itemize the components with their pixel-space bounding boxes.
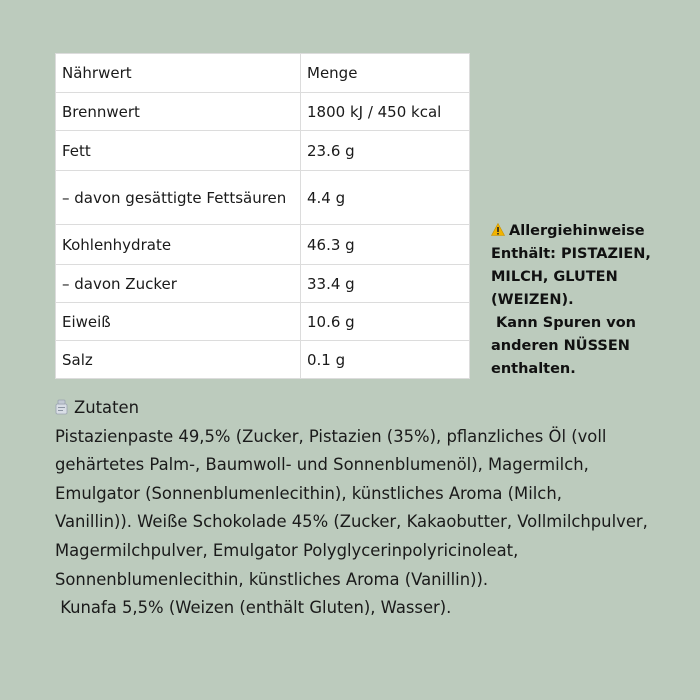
table-row: [56, 225, 470, 265]
table-row: [56, 93, 470, 131]
nutrient-name: Fett: [56, 131, 301, 171]
ingredients-title-line: [55, 394, 695, 423]
nutrient-amount: 4.4 g: [301, 171, 470, 225]
allergy-line: anderen NÜSSEN: [491, 338, 630, 354]
ingredients-section: [55, 394, 695, 623]
nutrient-name: Brennwert: [56, 93, 301, 131]
ingredients-line: Emulgator (Sonnenblumenlecithin), künstliches Aroma (Milch,: [55, 483, 562, 503]
warning-icon: [491, 223, 505, 236]
nutrient-amount: 33.4 g: [301, 265, 470, 303]
nutrient-amount: 10.6 g: [301, 303, 470, 341]
nutrient-amount: 0.1 g: [301, 341, 470, 379]
table-row: [56, 341, 470, 379]
ingredients-line: Vanillin)). Weiße Schokolade 45% (Zucker, Kakaobutter, Vollmilchpulver,: [55, 512, 648, 532]
allergy-line: enthalten.: [491, 361, 576, 377]
nutrient-amount: 46.3 g: [301, 225, 470, 265]
ingredients-title: Zutaten: [74, 398, 139, 417]
allergy-line: Kann Spuren von: [491, 315, 636, 331]
ingredients-icon: [55, 399, 68, 415]
table-row: [56, 265, 470, 303]
ingredients-line: Magermilchpulver, Emulgator Polyglycerinpolyricinoleat,: [55, 540, 519, 560]
ingredients-line: Pistazienpaste 49,5% (Zucker, Pistazien (35%), pflanzliches Öl (voll: [55, 426, 607, 446]
allergy-line: MILCH, GLUTEN: [491, 269, 618, 285]
nutrient-name: Eiweiß: [56, 303, 301, 341]
header-name-cell: Nährwert: [56, 54, 301, 93]
allergy-title: Allergiehinweise: [509, 223, 645, 239]
ingredients-line: Sonnenblumenlecithin, künstliches Aroma (Vanillin)).: [55, 569, 489, 589]
allergy-line: (WEIZEN).: [491, 292, 574, 308]
allergy-notice: [491, 220, 691, 381]
nutrient-name: Kohlenhydrate: [56, 225, 301, 265]
table-row: [56, 303, 470, 341]
ingredients-line: gehärtetes Palm-, Baumwoll- und Sonnenblumenöl), Magermilch,: [55, 455, 589, 475]
nutrient-amount: 1800 kJ / 450 kcal: [301, 93, 470, 131]
nutrient-name: – davon gesättigte Fettsäuren: [56, 171, 301, 225]
nutrient-amount: 23.6 g: [301, 131, 470, 171]
allergy-line: Enthält: PISTAZIEN,: [491, 246, 651, 262]
allergy-title-line: [491, 220, 691, 243]
header-amount-cell: Menge: [301, 54, 470, 93]
nutrition-table: [55, 53, 470, 379]
nutrient-name: Salz: [56, 341, 301, 379]
table-row: [56, 131, 470, 171]
table-row: [56, 171, 470, 225]
table-header-row: [56, 54, 470, 93]
ingredients-line: Kunafa 5,5% (Weizen (enthält Gluten), Wasser).: [55, 598, 452, 618]
nutrient-name: – davon Zucker: [56, 265, 301, 303]
